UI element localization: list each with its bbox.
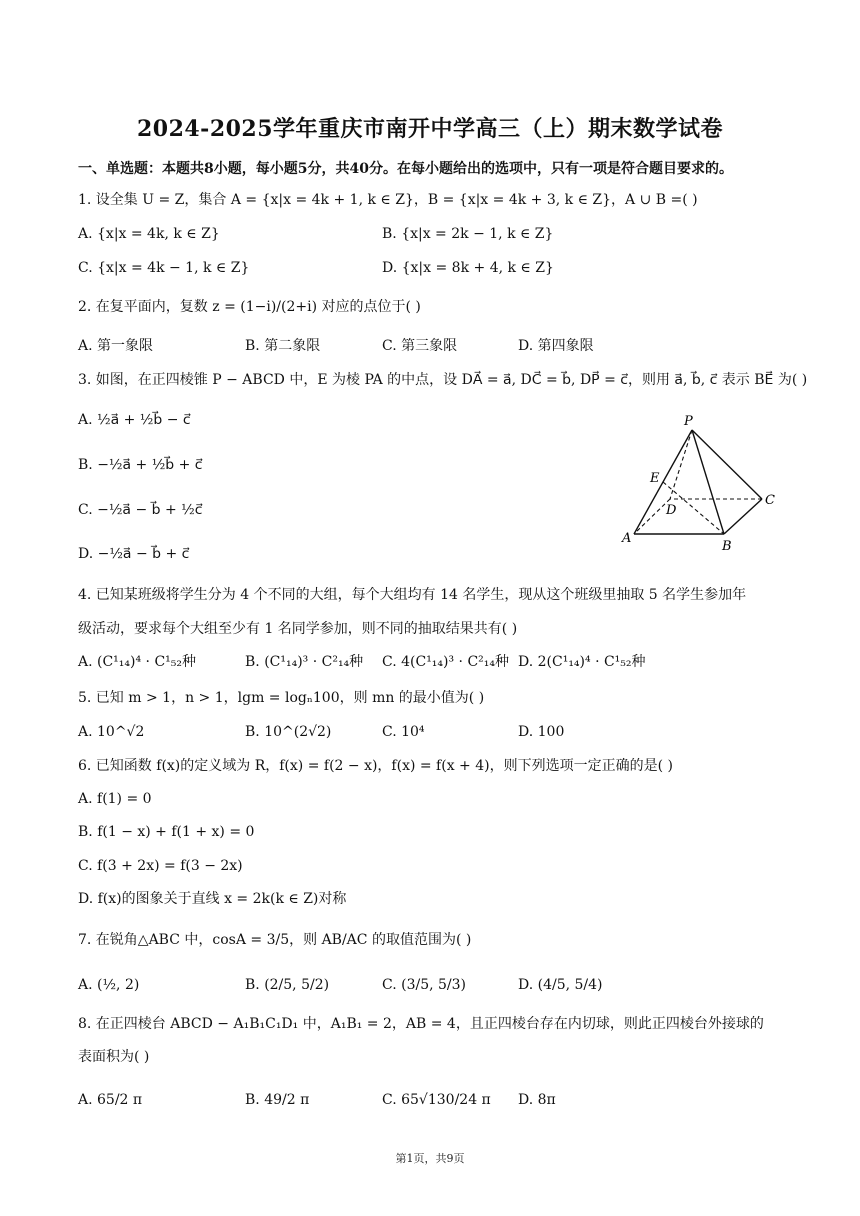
question-5-option-a[interactable]: A. 10^√2 — [78, 724, 145, 740]
question-4-option-b[interactable]: B. (C¹₁₄)³ · C²₁₄种 — [245, 654, 364, 670]
question-3-option-b[interactable]: B. −½a⃗ + ½b⃗ + c⃗ — [78, 457, 203, 473]
question-1-stem: 1. 设全集 U = Z，集合 A = {x|x = 4k + 1, k ∈ Z}，B = {x|x = 4k + 3, k ∈ Z}，A ∪ B =( ) — [78, 192, 698, 208]
question-8-stem-line2: 表面积为( ) — [78, 1049, 150, 1065]
question-5-option-c[interactable]: C. 10⁴ — [382, 724, 425, 740]
question-4-option-a[interactable]: A. (C¹₁₄)⁴ · C¹₅₂种 — [78, 654, 196, 670]
label-c: C — [765, 493, 775, 508]
edge-bc — [724, 499, 762, 534]
question-4-stem-line1: 4. 已知某班级将学生分为 4 个不同的大组，每个大组均有 14 名学生，现从这个班级里抽取 5 名学生参加年 — [78, 587, 747, 603]
question-3-option-c[interactable]: C. −½a⃗ − b⃗ + ½c⃗ — [78, 502, 203, 518]
pyramid-figure — [612, 410, 788, 550]
question-7-stem: 7. 在锐角△ABC 中，cosA = 3/5，则 AB/AC 的取值范围为( ) — [78, 932, 472, 948]
question-2-option-a[interactable]: A. 第一象限 — [78, 338, 154, 354]
question-1-option-a[interactable]: A. {x|x = 4k, k ∈ Z} — [78, 226, 220, 242]
question-7-option-a[interactable]: A. (½, 2) — [78, 977, 140, 993]
question-6-option-b[interactable]: B. f(1 − x) + f(1 + x) = 0 — [78, 824, 255, 840]
label-b: B — [722, 539, 732, 550]
question-2-option-c[interactable]: C. 第三象限 — [382, 338, 458, 354]
question-6-stem: 6. 已知函数 f(x)的定义域为 R，f(x) = f(2 − x)，f(x) = f(x + 4)，则下列选项一定正确的是( ) — [78, 758, 673, 774]
question-8-option-a[interactable]: A. 65/2 π — [78, 1092, 143, 1108]
label-p: P — [684, 414, 693, 429]
question-8-option-d[interactable]: D. 8π — [518, 1092, 556, 1108]
question-7-option-c[interactable]: C. (3/5, 5/3) — [382, 977, 466, 993]
label-d: D — [666, 503, 677, 518]
page-title: 2024-2025学年重庆市南开中学高三（上）期末数学试卷 — [136, 116, 724, 142]
question-7-option-d[interactable]: D. (4/5, 5/4) — [518, 977, 603, 993]
question-2-option-d[interactable]: D. 第四象限 — [518, 338, 594, 354]
question-8-stem-line1: 8. 在正四棱台 ABCD − A₁B₁C₁D₁ 中，A₁B₁ = 2，AB = 4，且正四棱台存在内切球，则此正四棱台外接球的 — [78, 1016, 764, 1032]
question-7-option-b[interactable]: B. (2/5, 5/2) — [245, 977, 330, 993]
question-3-stem: 3. 如图，在正四棱锥 P − ABCD 中，E 为棱 PA 的中点，设 DA⃗ = a⃗, DC⃗ = b⃗, DP⃗ = c⃗，则用 a⃗, b⃗, c⃗ 表示 BE⃗ 为( ) — [78, 372, 808, 388]
question-3-option-a[interactable]: A. ½a⃗ + ½b⃗ − c⃗ — [78, 412, 191, 428]
edge-da — [634, 499, 670, 534]
question-4-stem-line2: 级活动，要求每个大组至少有 1 名同学参加，则不同的抽取结果共有( ) — [78, 621, 518, 637]
question-1-option-b[interactable]: B. {x|x = 2k − 1, k ∈ Z} — [382, 226, 554, 242]
question-5-option-b[interactable]: B. 10^(2√2) — [245, 724, 332, 740]
question-4-option-d[interactable]: D. 2(C¹₁₄)⁴ · C¹₅₂种 — [518, 654, 646, 670]
question-3-option-d[interactable]: D. −½a⃗ − b⃗ + c⃗ — [78, 546, 190, 562]
section-heading: 一、单选题：本题共8小题，每小题5分，共40分。在每小题给出的选项中，只有一项是符合题目要求的。 — [78, 161, 733, 177]
question-1-option-c[interactable]: C. {x|x = 4k − 1, k ∈ Z} — [78, 260, 250, 276]
question-2-option-b[interactable]: B. 第二象限 — [245, 338, 321, 354]
question-6-option-c[interactable]: C. f(3 + 2x) = f(3 − 2x) — [78, 858, 243, 874]
question-2-stem: 2. 在复平面内，复数 z = (1−i)/(2+i) 对应的点位于( ) — [78, 299, 421, 315]
question-6-option-a[interactable]: A. f(1) = 0 — [78, 791, 152, 807]
question-5-option-d[interactable]: D. 100 — [518, 724, 565, 740]
label-e: E — [650, 471, 660, 486]
label-a: A — [622, 531, 632, 546]
question-8-option-c[interactable]: C. 65√130/24 π — [382, 1092, 491, 1108]
question-6-option-d[interactable]: D. f(x)的图象关于直线 x = 2k(k ∈ Z)对称 — [78, 891, 347, 907]
question-4-option-c[interactable]: C. 4(C¹₁₄)³ · C²₁₄种 — [382, 654, 510, 670]
question-1-option-d[interactable]: D. {x|x = 8k + 4, k ∈ Z} — [382, 260, 554, 276]
question-5-stem: 5. 已知 m > 1，n > 1，lgm = logₙ100，则 mn 的最小值为( ) — [78, 690, 485, 706]
page-footer: 第1页，共9页 — [395, 1152, 465, 1165]
question-8-option-b[interactable]: B. 49/2 π — [245, 1092, 310, 1108]
